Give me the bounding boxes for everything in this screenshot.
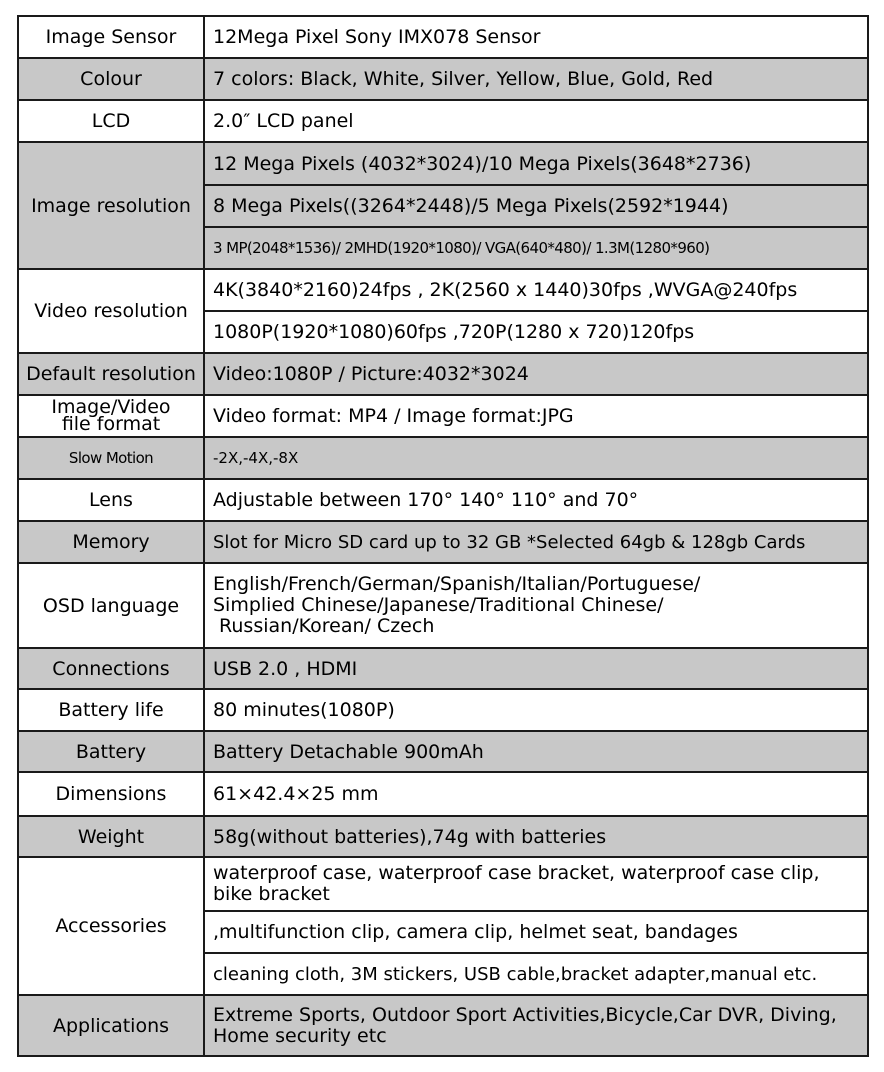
osd-language-line-1: English/French/German/Spanish/Italian/Portuguese/ <box>213 573 701 595</box>
value-slow-motion: -2X,-4X,-8X <box>204 437 868 479</box>
value-applications <box>204 995 868 1056</box>
label-lens: Lens <box>18 479 204 521</box>
label-image-sensor: Image Sensor <box>18 16 204 58</box>
value-file-format: Video format: MP4 / Image format:JPG <box>204 395 868 437</box>
value-lcd: 2.0″ LCD panel <box>204 100 868 142</box>
value-dimensions: 61×42.4×25 mm <box>204 772 868 816</box>
label-video-resolution: Video resolution <box>18 269 204 353</box>
value-image-resolution-3: 3 MP(2048*1536)/ 2MHD(1920*1080)/ VGA(640*480)/ 1.3M(1280*960) <box>204 227 868 269</box>
osd-language-line-2: Simplied Chinese/Japanese/Traditional Chinese/ <box>213 594 664 616</box>
row-accessories-1 <box>18 857 868 911</box>
label-accessories: Accessories <box>18 857 204 995</box>
applications-line-2: Home security etc <box>213 1024 387 1047</box>
label-battery: Battery <box>18 731 204 772</box>
value-battery-life: 80 minutes(1080P) <box>204 689 868 731</box>
label-memory: Memory <box>18 521 204 563</box>
label-file-format-line-2: file format <box>61 413 161 435</box>
label-colour: Colour <box>18 58 204 100</box>
value-memory: Slot for Micro SD card up to 32 GB *Selected 64gb & 128gb Cards <box>204 521 868 563</box>
value-image-resolution-2: 8 Mega Pixels((3264*2448)/5 Mega Pixels(2592*1944) <box>204 185 868 227</box>
value-image-resolution-1: 12 Mega Pixels (4032*3024)/10 Mega Pixels(3648*2736) <box>204 142 868 185</box>
row-battery <box>18 731 868 772</box>
label-image-resolution: Image resolution <box>18 142 204 269</box>
label-file-format <box>18 395 204 437</box>
label-osd-language: OSD language <box>18 563 204 648</box>
label-weight: Weight <box>18 816 204 857</box>
accessories-line-1: waterproof case, waterproof case bracket, waterproof case clip, <box>213 862 820 884</box>
row-dimensions <box>18 772 868 816</box>
value-lens: Adjustable between 170° 140° 110° and 70° <box>204 479 868 521</box>
label-connections: Connections <box>18 648 204 689</box>
label-file-format-line-1: Image/Video <box>51 396 171 418</box>
row-image-resolution-1 <box>18 142 868 185</box>
row-lcd <box>18 100 868 142</box>
value-accessories-3: cleaning cloth, 3M stickers, USB cable,bracket adapter,manual etc. <box>204 953 868 995</box>
applications-line-1: Extreme Sports, Outdoor Sport Activities,Bicycle,Car DVR, Diving, <box>213 1003 837 1026</box>
label-default-resolution: Default resolution <box>18 353 204 395</box>
osd-language-line-3: Russian/Korean/ Czech <box>213 615 435 637</box>
row-image-sensor <box>18 16 868 58</box>
label-slow-motion: Slow Motion <box>18 437 204 479</box>
row-connections <box>18 648 868 689</box>
spec-table <box>17 15 869 1057</box>
row-osd-language <box>18 563 868 648</box>
value-colour: 7 colors: Black, White, Silver, Yellow, Blue, Gold, Red <box>204 58 868 100</box>
value-accessories-1 <box>204 857 868 911</box>
label-applications: Applications <box>18 995 204 1056</box>
value-weight: 58g(without batteries),74g with batteries <box>204 816 868 857</box>
value-osd-language <box>204 563 868 648</box>
value-battery: Battery Detachable 900mAh <box>204 731 868 772</box>
row-memory <box>18 521 868 563</box>
row-file-format <box>18 395 868 437</box>
value-video-resolution-1: 4K(3840*2160)24fps , 2K(2560 x 1440)30fps ,WVGA@240fps <box>204 269 868 311</box>
accessories-line-2: bike bracket <box>213 883 330 905</box>
value-connections: USB 2.0 , HDMI <box>204 648 868 689</box>
row-lens <box>18 479 868 521</box>
label-lcd: LCD <box>18 100 204 142</box>
value-image-sensor: 12Mega Pixel Sony IMX078 Sensor <box>204 16 868 58</box>
row-applications <box>18 995 868 1056</box>
row-weight <box>18 816 868 857</box>
row-slow-motion <box>18 437 868 479</box>
label-dimensions: Dimensions <box>18 772 204 816</box>
value-video-resolution-2: 1080P(1920*1080)60fps ,720P(1280 x 720)120fps <box>204 311 868 353</box>
value-accessories-2: ,multifunction clip, camera clip, helmet seat, bandages <box>204 911 868 953</box>
row-colour <box>18 58 868 100</box>
row-default-resolution <box>18 353 868 395</box>
row-video-resolution-1 <box>18 269 868 311</box>
value-default-resolution: Video:1080P / Picture:4032*3024 <box>204 353 868 395</box>
row-battery-life <box>18 689 868 731</box>
label-battery-life: Battery life <box>18 689 204 731</box>
